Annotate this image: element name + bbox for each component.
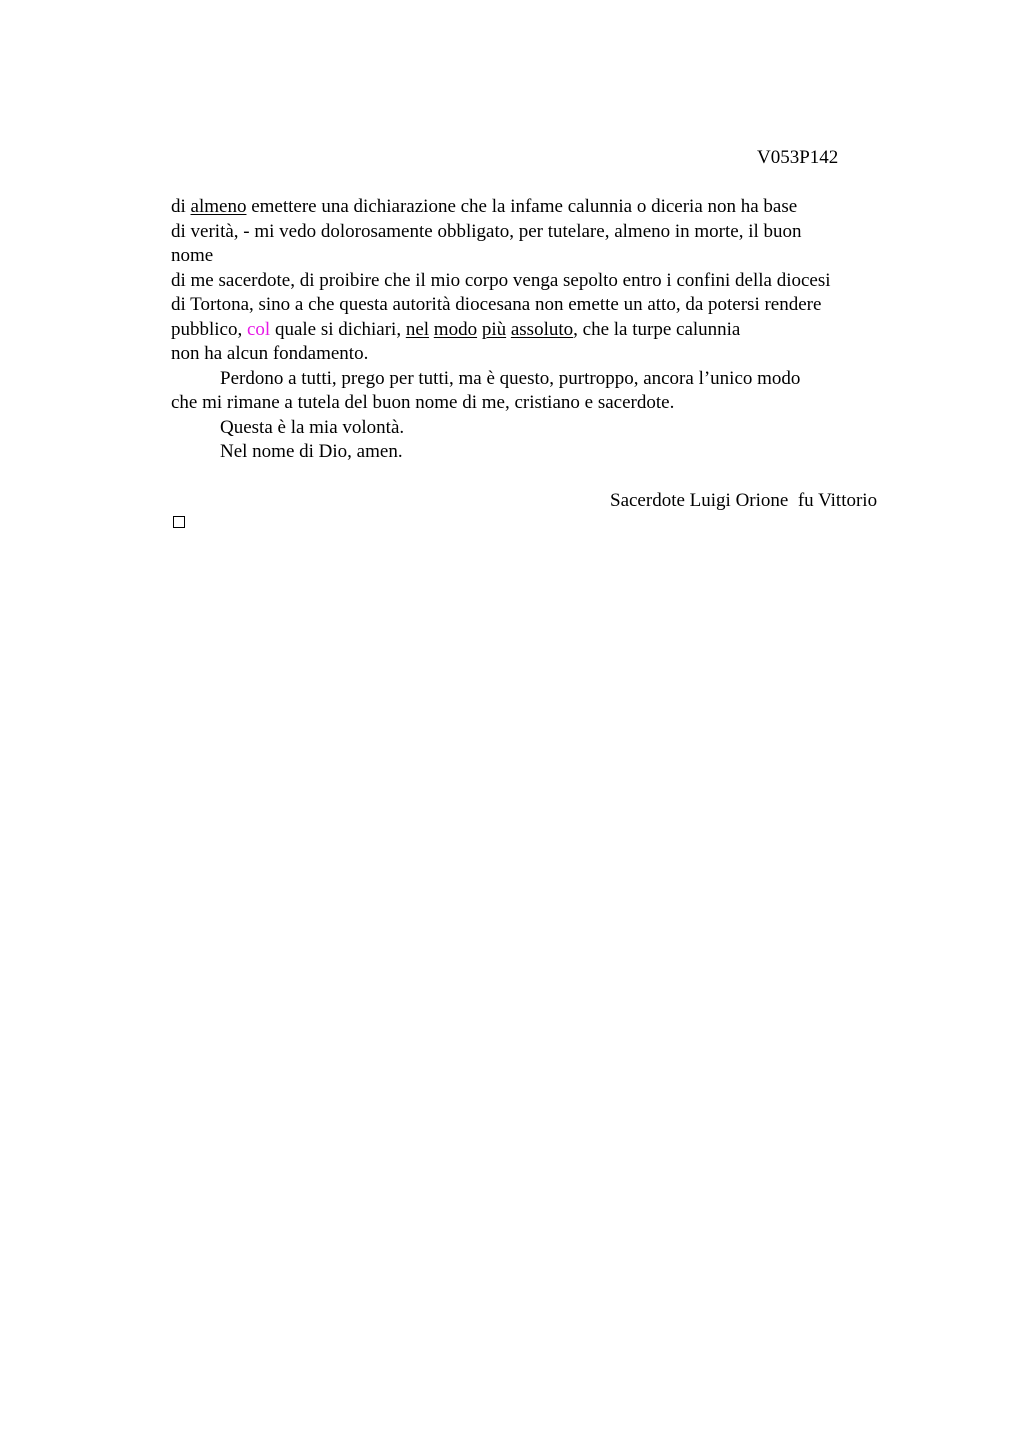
- text-run: quale si dichiari,: [270, 318, 406, 340]
- underlined-word: almeno: [190, 196, 247, 217]
- letter-body: [171, 195, 891, 465]
- text-line-8: Perdono a tutti, prego per tutti, ma è questo, purtroppo, ancora l’unico modo: [220, 367, 801, 389]
- underlined-word: nel: [405, 318, 430, 340]
- text-line-5: di Tortona, sino a che questa autorità diocesana non emette un atto, da potersi rendere: [171, 294, 822, 315]
- text-line-4: di me sacerdote, di proibire che il mio corpo venga sepolto entro i confini della diocesi: [171, 269, 831, 291]
- text-line-6: [171, 318, 891, 343]
- text-line-10: Questa è la mia volontà.: [220, 416, 405, 438]
- text-line-11: Nel nome di Dio, amen.: [220, 441, 403, 462]
- text-line-3: nome: [171, 245, 214, 266]
- highlighted-word: col: [247, 318, 271, 340]
- page-code: V053P142: [757, 147, 839, 168]
- underlined-word: assoluto: [510, 318, 574, 340]
- text-run: emettere una dichiarazione che la infame calunnia o diceria non ha base: [246, 196, 798, 217]
- underlined-word: modo: [433, 318, 478, 340]
- text-line-2: di verità, - mi vedo dolorosamente obbligato, per tutelare, almeno in morte, il buon: [171, 220, 802, 242]
- signature-line: Sacerdote Luigi Orione fu Vittorio: [610, 490, 878, 511]
- text-line-1: [171, 195, 891, 220]
- text-line-7: non ha alcun fondamento.: [171, 343, 369, 364]
- text-run: pubblico,: [171, 318, 247, 340]
- square-box-icon: [173, 516, 185, 528]
- underlined-word: più: [481, 318, 507, 340]
- text-run: di: [171, 196, 191, 217]
- text-line-9: che mi rimane a tutela del buon nome di me, cristiano e sacerdote.: [171, 392, 675, 413]
- text-run: , che la turpe calunnia: [573, 318, 741, 340]
